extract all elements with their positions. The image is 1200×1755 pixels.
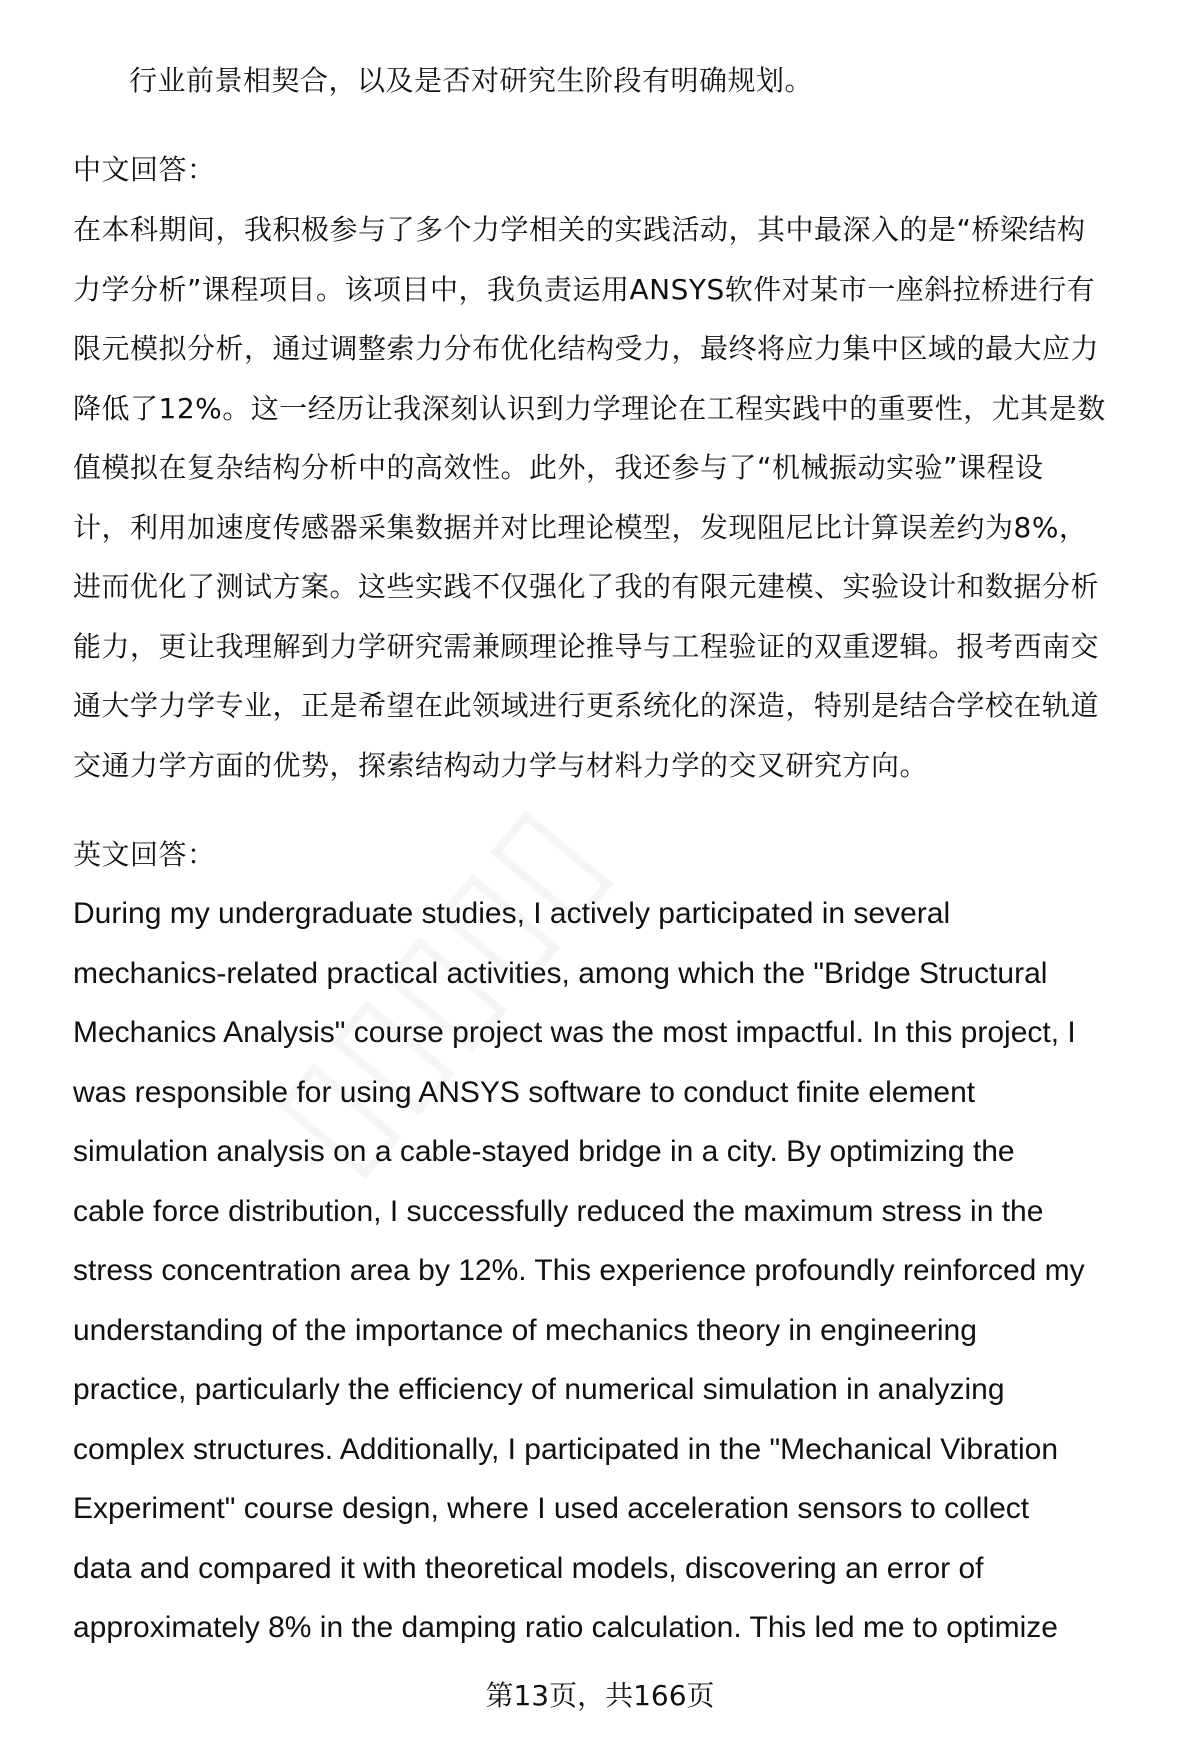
paragraph-line: practice, particularly the efficiency of numerical simulation in analyzing [73, 1373, 1005, 1406]
paragraph-line: 进而优化了测试方案。这些实践不仅强化了我的有限元建模、实验设计和数据分析 [73, 570, 1100, 603]
paragraph-line: During my undergraduate studies, I actively participated in several [73, 897, 951, 930]
paragraph-line: 值模拟在复杂结构分析中的高效性。此外，我还参与了“机械振动实验”课程设 [73, 451, 1044, 484]
paragraph-line: cable force distribution, I successfully reduced the maximum stress in the [73, 1194, 1044, 1228]
paragraph-line: data and compared it with theoretical models, discovering an error of [73, 1551, 984, 1585]
paragraph-line: mechanics-related practical activities, among which the "Bridge Structural [73, 956, 1048, 990]
paragraph-line: understanding of the importance of mechanics theory in engineering [73, 1313, 977, 1347]
chinese-answer-heading: 中文回答： [73, 153, 216, 186]
intro-tail-text: 行业前景相契合，以及是否对研究生阶段有明确规划。 [129, 64, 814, 97]
paragraph-line: 计，利用加速度传感器采集数据并对比理论模型，发现阻尼比计算误差约为8%， [73, 510, 1088, 544]
paragraph-line: 限元模拟分析，通过调整索力分布优化结构受力，最终将应力集中区域的最大应力 [73, 332, 1100, 365]
paragraph-line: 通大学力学专业，正是希望在此领域进行更系统化的深造，特别是结合学校在轨道 [73, 689, 1100, 722]
paragraph-line: stress concentration area by 12%. This experience profoundly reinforced my [73, 1254, 1085, 1287]
paragraph-line: 力学分析”课程项目。该项目中，我负责运用ANSYS软件对某市一座斜拉桥进行有 [73, 272, 1096, 306]
paragraph-line: Experiment" course design, where I used acceleration sensors to collect [73, 1492, 1030, 1525]
paragraph-line: 能力，更让我理解到力学研究需兼顾理论推导与工程验证的双重逻辑。报考西南交 [73, 629, 1100, 663]
paragraph-line: 在本科期间，我积极参与了多个力学相关的实践活动，其中最深入的是“桥梁结构 [73, 213, 1086, 246]
paragraph-line: simulation analysis on a cable-stayed bridge in a city. By optimizing the [73, 1135, 1015, 1168]
paragraph-line: 交通力学方面的优势，探索结构动力学与材料力学的交叉研究方向。 [73, 748, 929, 782]
paragraph-line: was responsible for using ANSYS software to conduct finite element [73, 1075, 976, 1109]
english-answer-heading: 英文回答： [73, 838, 216, 871]
paragraph-line: approximately 8% in the damping ratio calculation. This led me to optimize [73, 1611, 1058, 1644]
paragraph-line: complex structures. Additionally, I participated in the "Mechanical Vibration [73, 1432, 1059, 1466]
paragraph-line: Mechanics Analysis" course project was the most impactful. In this project, I [73, 1016, 1076, 1049]
paragraph-line: 降低了12%。这一经历让我深刻认识到力学理论在工程实践中的重要性，尤其是数 [73, 391, 1106, 425]
page-number-footer: 第13页，共166页 [485, 1679, 715, 1712]
